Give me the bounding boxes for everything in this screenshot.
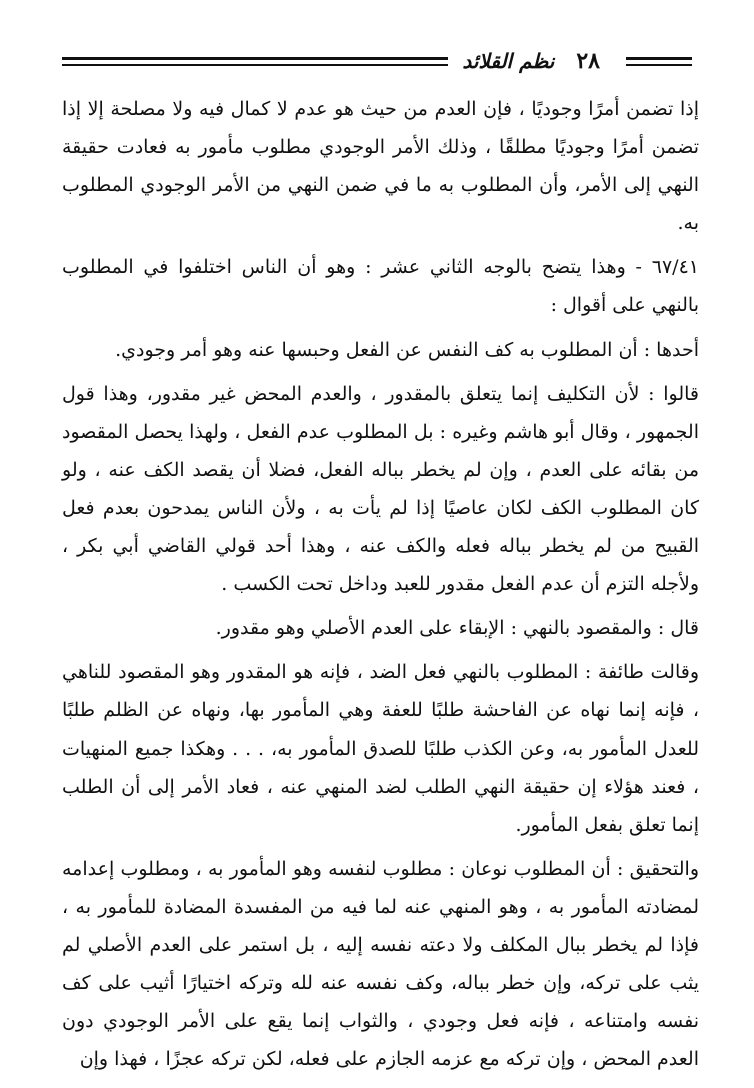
paragraph: إذا تضمن أمرًا وجوديًا ، فإن العدم من حيث هو عدم لا كمال فيه ولا مصلحة إلا إذا تضمن أمرًا وجوديًا مطلقًا ، وذلك الأمر الوجودي مطلوب مأمور به فعادت حقيقة النهي إلى الأمر، وأن المطلوب به ما في ضمن النهي من الأمر الوجودي المطلوب به. — [62, 98, 699, 235]
paragraph: والتحقيق : أن المطلوب نوعان : مطلوب لنفسه وهو المأمور به ، ومطلوب إعدامه لمضادته المأمور به ، وهو المنهي عنه لما فيه من المفسدة المضادة للمأمور به ، فإذا لم يخطر ببال المكلف ولا دعته نفسه إليه ، بل استمر على العدم الأصلي لم يثب على تركه، وإن خطر بباله، وكف نفسه عنه لله وتركه اختيارًا أثيب على كف نفسه وامتناعه ، فإنه فعل وجودي ، والثواب إنما يقع على الأمر الوجودي دون العدم المحض ، وإن تركه مع عزمه الجازم على فعله، لكن تركه عجزًا ، فهذا وإن — [62, 857, 699, 1071]
header-rule-right — [626, 57, 692, 66]
paragraph: ٦٧/٤١ - وهذا يتضح بالوجه الثاني عشر : وهو أن الناس اختلفوا في المطلوب بالنهي على أقوال : — [62, 256, 699, 317]
paragraph: وقالت طائفة : المطلوب بالنهي فعل الضد ، فإنه هو المقدور وهو المقصود للناهي ، فإنه إنما نهاه عن الفاحشة طلبًا للعفة وهي المأمور بها، ونهاه عن الظلم طلبًا للعدل المأمور به، وعن الكذب طلبًا للصدق المأمور به، . . . وهكذا جميع المنهيات ، فعند هؤلاء إن حقيقة النهي الطلب لضد المنهي عنه ، فعاد الأمر إلى أن الطلب إنما تعلق بفعل المأمور. — [62, 661, 699, 836]
page-header — [62, 44, 692, 78]
paragraph: أحدها : أن المطلوب به كف النفس عن الفعل وحبسها عنه وهو أمر وجودي. — [115, 338, 699, 361]
running-title: نظم القلائد — [462, 49, 555, 73]
header-rule-left — [62, 57, 448, 66]
page-number: ٢٨ — [576, 48, 600, 74]
paragraph: قال : والمقصود بالنهي : الإبقاء على العدم الأصلي وهو مقدور. — [215, 617, 699, 640]
paragraph: قالوا : لأن التكليف إنما يتعلق بالمقدور ، والعدم المحض غير مقدور، وهذا قول الجمهور ، وقال أبو هاشم وغيره : بل المطلوب عدم الفعل ، ولهذا يحصل المقصود من بقائه على العدم ، وإن لم يخطر بباله الفعل، فضلا أن يقصد الكف عنه ، ولو كان المطلوب الكف لكان عاصيًا إذا لم يأت به ، ولأن الناس يمدحون بعدم فعل القبيح من لم يخطر بباله فعله والكف عنه ، وهذا أحد قولي القاضي أبي بكر ، ولأجله التزم أن عدم الفعل مقدور للعبد وداخل تحت الكسب . — [62, 382, 699, 596]
body-text — [62, 90, 699, 1078]
